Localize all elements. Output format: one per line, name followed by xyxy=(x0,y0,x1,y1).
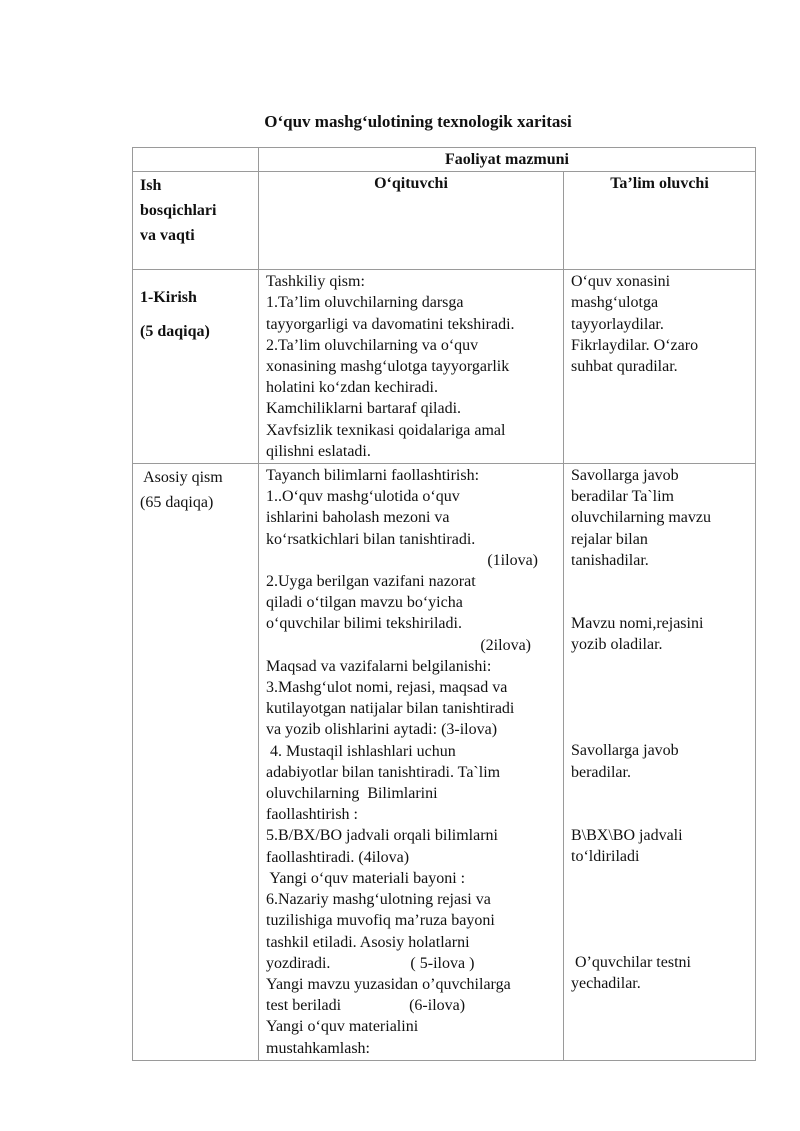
stage-time: (5 daqiqa) xyxy=(140,323,210,341)
teacher-line: qiladi o‘tilgan mavzu bo‘yicha xyxy=(266,594,463,612)
header-student: Ta’lim oluvchi xyxy=(564,172,756,270)
header-stages xyxy=(133,172,259,270)
teacher-line: 2.Uyga berilgan vazifani nazorat xyxy=(266,573,476,591)
stage-cell-main xyxy=(133,464,259,1061)
teacher-line: tashkil etiladi. Asosiy holatlarni xyxy=(266,933,470,951)
student-line: to‘ldiriladi xyxy=(571,848,640,866)
teacher-line: Kamchiliklarni bartaraf qiladi. xyxy=(266,400,462,418)
student-line: yozib oladilar. xyxy=(571,636,663,654)
teacher-line: mustahkamlash: xyxy=(266,1039,370,1057)
student-line: yechadilar. xyxy=(571,975,641,993)
teacher-line: Tayanch bilimlarni faollashtirish: xyxy=(266,467,480,485)
appendix-ref: (2ilova) xyxy=(480,636,531,654)
student-line: suhbat quradilar. xyxy=(571,358,678,376)
teacher-line: yozdiradi. ( 5-ilova ) xyxy=(266,954,475,972)
student-line: Savollarga javob xyxy=(571,742,679,760)
header-row-top xyxy=(133,148,756,172)
teacher-line: 5.B/BX/BO jadvali orqali bilimlarni xyxy=(266,827,498,845)
teacher-line: 1.Ta’lim oluvchilarning darsga xyxy=(266,294,464,312)
header-row-roles xyxy=(133,172,756,270)
teacher-line: kutilayotgan natijalar bilan tanishtiradi xyxy=(266,700,515,718)
teacher-line: 6.Nazariy mashg‘ulotning rejasi va xyxy=(266,891,491,909)
teacher-line: xonasining mashg‘ulotga tayyorgarlik xyxy=(266,358,510,376)
student-cell-intro xyxy=(564,270,756,464)
teacher-cell-main xyxy=(259,464,564,1061)
teacher-line: Tashkiliy qism: xyxy=(266,273,365,291)
teacher-cell-intro xyxy=(259,270,564,464)
teacher-line: qilishni eslatadi. xyxy=(266,442,371,460)
teacher-line: o‘quvchilar bilimi tekshiriladi. xyxy=(266,615,462,633)
student-line: Mavzu nomi,rejasini xyxy=(571,615,704,633)
teacher-line: 1..O‘quv mashg‘ulotida o‘quv xyxy=(266,488,460,506)
stage-name: Asosiy qism xyxy=(140,469,223,487)
student-line: oluvchilarning mavzu xyxy=(571,509,711,527)
teacher-line: holatini ko‘zdan kechiradi. xyxy=(266,379,438,397)
teacher-line: faollashtirish : xyxy=(266,806,358,824)
teacher-line: ko‘rsatkichlari bilan tanishtiradi. xyxy=(266,530,476,548)
teacher-line: 2.Ta’lim oluvchilarning va o‘quv xyxy=(266,336,479,354)
header-stages-line: Ish xyxy=(140,177,162,195)
teacher-line: 4. Mustaqil ishlashlari uchun xyxy=(266,742,456,760)
header-teacher: O‘qituvchi xyxy=(259,172,564,270)
header-activity-content: Faoliyat mazmuni xyxy=(259,148,756,172)
student-line: rejalar bilan xyxy=(571,530,648,548)
teacher-line: test beriladi (6-ilova) xyxy=(266,997,466,1015)
teacher-line: tuzilishiga muvofiq ma’ruza bayoni xyxy=(266,912,495,930)
student-line: mashg‘ulotga xyxy=(571,294,659,312)
student-line: B\BX\BO jadvali xyxy=(571,826,683,844)
teacher-line: ishlarini baholash mezoni va xyxy=(266,509,450,527)
header-empty-cell xyxy=(133,148,259,172)
teacher-line: Yangi o‘quv materiali bayoni : xyxy=(266,869,466,887)
teacher-line: 3.Mashg‘ulot nomi, rejasi, maqsad va xyxy=(266,679,508,697)
stage-name: 1-Kirish xyxy=(140,289,197,307)
table-row-main xyxy=(133,464,756,1061)
teacher-line: Xavfsizlik texnikasi qoidalariga amal xyxy=(266,421,506,439)
student-cell-main xyxy=(564,464,756,1061)
student-line: beradilar. xyxy=(571,763,631,781)
student-line: beradilar Ta`lim xyxy=(571,488,674,506)
teacher-line: Maqsad va vazifalarni belgilanishi: xyxy=(266,657,492,675)
teacher-line: Yangi o‘quv materialini xyxy=(266,1018,419,1036)
stage-cell-intro xyxy=(133,270,259,464)
student-line: Savollarga javob xyxy=(571,467,679,485)
student-line: tanishadilar. xyxy=(571,551,649,569)
technology-map-table xyxy=(132,147,756,1061)
stage-time: (65 daqiqa) xyxy=(140,494,214,512)
page-title: O‘quv mashg‘ulotining texnologik xaritasi xyxy=(264,112,572,131)
teacher-line: oluvchilarning Bilimlarini xyxy=(266,785,438,803)
student-line: O‘quv xonasini xyxy=(571,273,671,291)
student-line: O’quvchilar testni xyxy=(571,954,691,972)
teacher-line: tayyorgarligi va davomatini tekshiradi. xyxy=(266,315,515,333)
header-stages-line: va vaqti xyxy=(140,227,195,245)
teacher-line: adabiyotlar bilan tanishtiradi. Ta`lim xyxy=(266,763,501,781)
teacher-line: va yozib olishlarini aytadi: (3-ilova) xyxy=(266,721,498,739)
student-line: tayyorlaydilar. xyxy=(571,315,664,333)
teacher-line: Yangi mavzu yuzasidan o’quvchilarga xyxy=(266,975,511,993)
teacher-line: faollashtiradi. (4ilova) xyxy=(266,848,410,866)
student-line: Fikrlaydilar. O‘zaro xyxy=(571,336,699,354)
appendix-ref: (1ilova) xyxy=(487,551,538,569)
header-stages-line: bosqichlari xyxy=(140,202,217,220)
table-row-intro xyxy=(133,270,756,464)
